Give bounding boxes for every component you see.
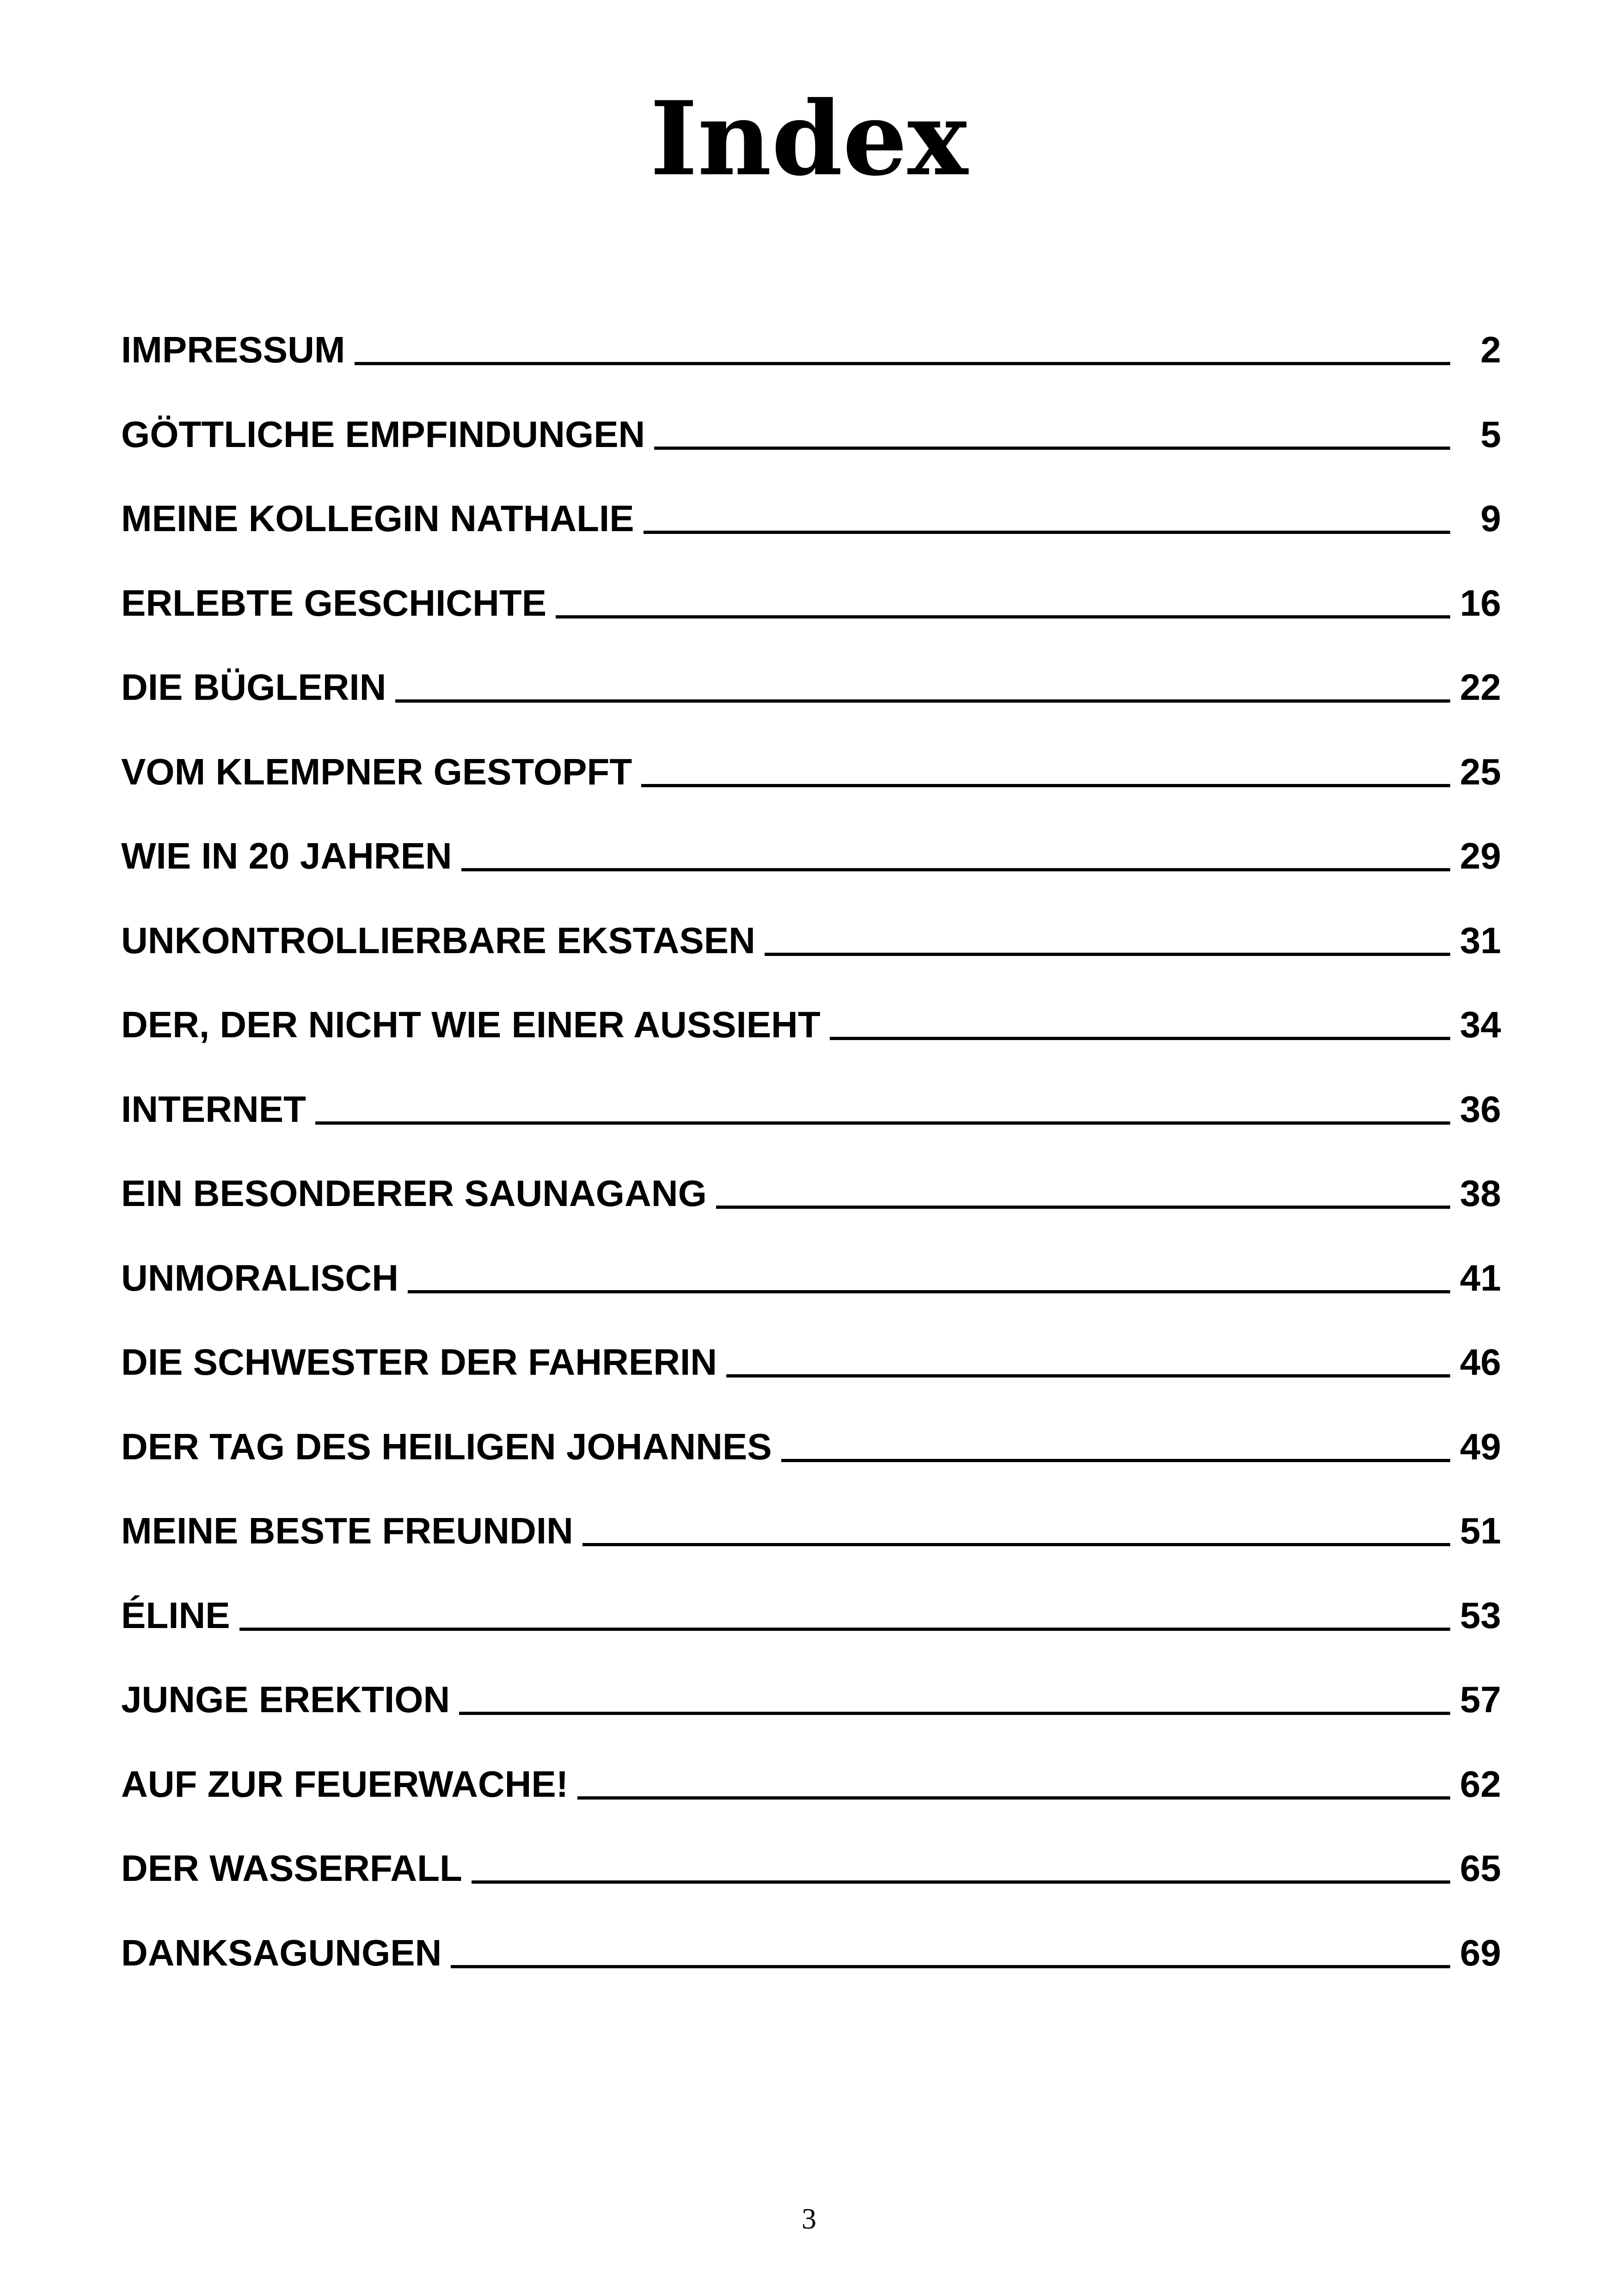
toc-entry-title: IMPRESSUM <box>121 329 345 370</box>
page-number: 3 <box>802 2202 816 2235</box>
toc-leader-line <box>765 953 1450 956</box>
toc-leader-line <box>472 1880 1450 1884</box>
toc-entry-page: 51 <box>1460 1510 1501 1551</box>
toc-entry-page: 36 <box>1460 1088 1501 1130</box>
toc-entry-page: 57 <box>1460 1679 1501 1720</box>
toc-leader-line <box>239 1628 1450 1631</box>
toc-entry-page: 46 <box>1460 1341 1501 1383</box>
toc-entry[interactable] <box>121 1419 1501 1504</box>
toc-entry[interactable] <box>121 1588 1501 1672</box>
toc-entry-page: 53 <box>1460 1594 1501 1636</box>
toc-leader-line <box>408 1290 1450 1293</box>
toc-entry-page: 65 <box>1460 1848 1501 1889</box>
toc-entry-page: 41 <box>1460 1257 1501 1298</box>
toc-leader-line <box>716 1206 1450 1209</box>
toc-entry[interactable] <box>121 1925 1501 2010</box>
toc-entry-page: 9 <box>1480 498 1501 539</box>
toc-entry-title: DANKSAGUNGEN <box>121 1932 442 1973</box>
toc-entry[interactable] <box>121 1082 1501 1166</box>
toc-leader-line <box>556 615 1450 618</box>
toc-leader-line <box>582 1543 1450 1546</box>
toc-entry-title: DIE BÜGLERIN <box>121 667 386 708</box>
toc-leader-line <box>830 1037 1450 1040</box>
toc-leader-line <box>641 784 1450 787</box>
toc-entry-title: WIE IN 20 JAHREN <box>121 835 452 876</box>
toc-entry-page: 62 <box>1460 1763 1501 1805</box>
toc-entry-page: 34 <box>1460 1004 1501 1045</box>
page-title: Index <box>650 79 968 198</box>
toc-entry[interactable] <box>121 491 1501 576</box>
toc-entry[interactable] <box>121 660 1501 744</box>
toc-entry[interactable] <box>121 1166 1501 1250</box>
toc-entry[interactable] <box>121 1672 1501 1757</box>
toc-entry-title: DER WASSERFALL <box>121 1848 462 1889</box>
toc-entry-page: 22 <box>1460 667 1501 708</box>
toc-entry[interactable] <box>121 1841 1501 1925</box>
toc-leader-line <box>461 868 1450 871</box>
toc-entry[interactable] <box>121 1757 1501 1841</box>
toc-entry-page: 29 <box>1460 835 1501 876</box>
toc-entry-page: 38 <box>1460 1173 1501 1214</box>
toc-entry-page: 25 <box>1460 751 1501 792</box>
toc-entry-title: UNKONTROLLIERBARE EKSTASEN <box>121 919 755 961</box>
toc-entry[interactable] <box>121 828 1501 913</box>
toc-entry-title: MEINE KOLLEGIN NATHALIE <box>121 498 634 539</box>
toc-entry-title: AUF ZUR FEUERWACHE! <box>121 1763 569 1805</box>
toc-leader-line <box>459 1712 1450 1715</box>
toc-entry-title: ÉLINE <box>121 1594 230 1636</box>
toc-leader-line <box>315 1121 1450 1125</box>
table-of-contents <box>121 322 1501 2009</box>
toc-entry-title: MEINE BESTE FREUNDIN <box>121 1510 573 1551</box>
toc-entry-page: 69 <box>1460 1932 1501 1973</box>
toc-entry-page: 49 <box>1460 1426 1501 1467</box>
toc-entry[interactable] <box>121 322 1501 407</box>
toc-leader-line <box>577 1796 1450 1800</box>
toc-entry-title: VOM KLEMPNER GESTOPFT <box>121 751 632 792</box>
toc-entry[interactable] <box>121 576 1501 660</box>
toc-entry-page: 31 <box>1460 919 1501 961</box>
toc-entry-page: 2 <box>1480 329 1501 370</box>
toc-entry-page: 16 <box>1460 582 1501 624</box>
toc-entry-title: ERLEBTE GESCHICHTE <box>121 582 547 624</box>
toc-leader-line <box>781 1459 1450 1462</box>
toc-entry[interactable] <box>121 407 1501 491</box>
toc-entry-title: DER, DER NICHT WIE EINER AUSSIEHT <box>121 1004 821 1045</box>
toc-leader-line <box>654 447 1450 450</box>
toc-entry-title: GÖTTLICHE EMPFINDUNGEN <box>121 413 645 455</box>
toc-entry[interactable] <box>121 1335 1501 1419</box>
toc-entry[interactable] <box>121 913 1501 998</box>
toc-leader-line <box>644 531 1450 534</box>
toc-leader-line <box>355 362 1451 365</box>
toc-leader-line <box>451 1965 1450 1968</box>
toc-entry[interactable] <box>121 744 1501 829</box>
toc-entry[interactable] <box>121 997 1501 1082</box>
toc-entry-title: JUNGE EREKTION <box>121 1679 450 1720</box>
toc-entry-page: 5 <box>1480 413 1501 455</box>
toc-entry-title: UNMORALISCH <box>121 1257 398 1298</box>
toc-entry-title: INTERNET <box>121 1088 306 1130</box>
toc-leader-line <box>726 1374 1450 1378</box>
toc-entry[interactable] <box>121 1250 1501 1335</box>
toc-entry[interactable] <box>121 1503 1501 1588</box>
toc-entry-title: DIE SCHWESTER DER FAHRERIN <box>121 1341 717 1383</box>
toc-entry-title: EIN BESONDERER SAUNAGANG <box>121 1173 707 1214</box>
toc-entry-title: DER TAG DES HEILIGEN JOHANNES <box>121 1426 772 1467</box>
toc-leader-line <box>395 699 1450 703</box>
